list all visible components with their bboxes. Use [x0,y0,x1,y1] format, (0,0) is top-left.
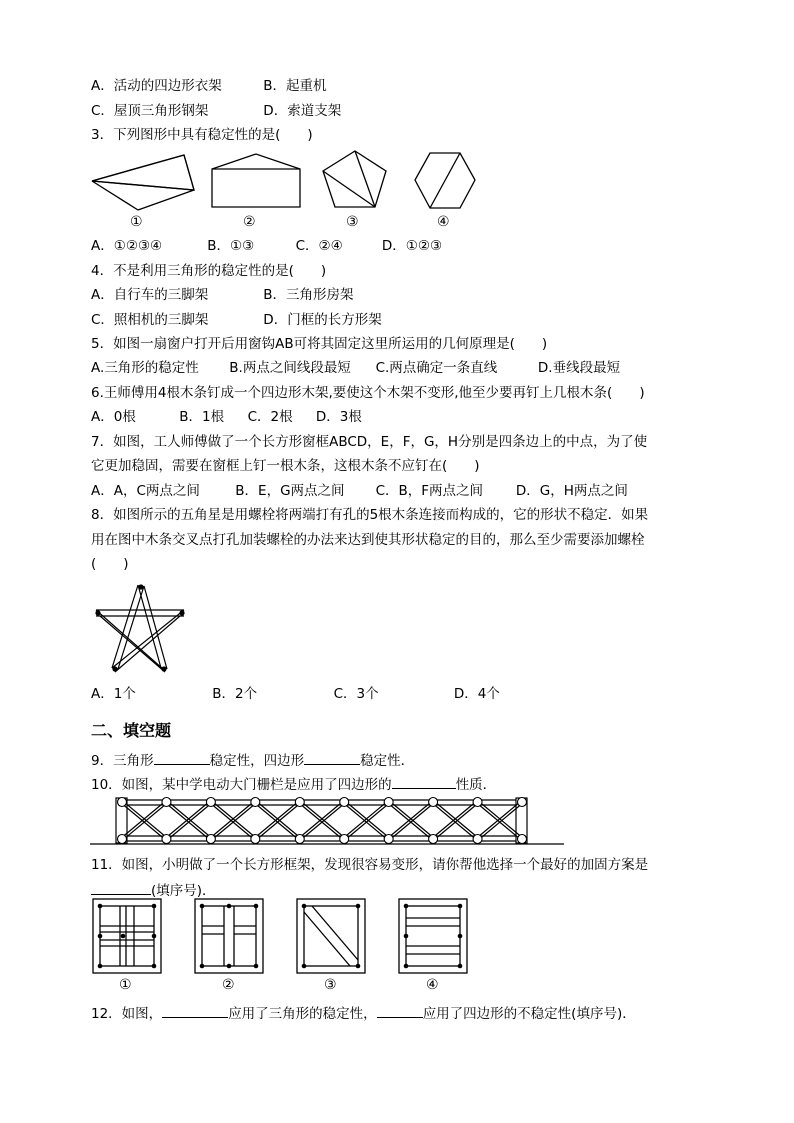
q5-option-d: D.垂线段最短 [537,360,621,376]
q8-stem-line3: ( ) [91,556,129,572]
q12-part1: 12．如图， [91,1006,163,1022]
q3-figure-1 [88,152,198,212]
q6-option-c: C．2根 [247,409,293,425]
q7-option-a: A．A，C两点之间 [91,483,200,499]
q7-option-b: B．E，G两点之间 [235,483,345,499]
q3-stem: 3．下列图形中具有稳定性的是( ) [91,127,313,143]
q6-stem: 6.王师傅用4根木条钉成一个四边形木架,要使这个木架不变形,他至少要再钉上几根木条( ) [91,385,645,401]
q5-option-b: B.两点之间线段最短 [229,360,351,376]
q2-option-a: A．活动的四边形衣架 [91,78,222,94]
q5-options [91,359,620,377]
q4-option-a: A．自行车的三脚架 [91,287,209,303]
q11-stem-line1: 11．如图，小明做了一个长方形框架，发现很容易变形，请你帮他选择一个最好的加固方案是 [91,857,649,873]
q3-fig-label-3: ③ [346,214,359,230]
q12-line [91,1003,636,1023]
q11-frame-1 [92,898,164,976]
q7-stem-line1: 7．如图，工人师傅做了一个长方形窗框ABCD，E，F，G，H分别是四条边上的中点，为了使 [91,434,648,450]
q7-options [91,482,628,500]
q8-options [91,685,500,703]
q2-options-row1 [91,77,327,95]
q11-fig-label-1: ① [119,977,132,993]
q2-options-row2 [91,102,341,120]
q12-part2: 应用了三角形的稳定性， [228,1006,377,1022]
q8-stem-line1: 8．如图所示的五角星是用螺栓将两端打有孔的5根木条连接而构成的，它的形状不稳定．如果 [91,507,649,523]
q9-part3: 稳定性． [360,753,415,769]
q10-gate-figure [88,793,568,851]
q2-option-c: C．屋顶三角形钢架 [91,103,209,119]
q3-fig-label-2: ② [243,214,256,230]
q9-blank-2[interactable] [304,750,360,765]
q4-options-row2 [91,311,382,329]
q12-part3: 应用了四边形的不稳定性(填序号)． [422,1006,636,1022]
q4-options-row1 [91,286,354,304]
q3-option-d: D．①②③ [381,238,443,254]
q11-fig-label-3: ③ [324,977,337,993]
q11-frame-3 [296,898,368,976]
q5-option-a: A.三角形的稳定性 [91,360,199,376]
q4-option-b: B．三角形房架 [263,287,354,303]
q3-option-c: C．②④ [295,238,343,254]
q9-line [91,750,414,770]
q9-part2: 稳定性，四边形 [209,753,305,769]
q8-option-c: C．3个 [333,686,379,702]
q11-stem-line2 [91,880,216,900]
q7-option-d: D．G，H两点之间 [515,483,628,499]
q2-option-d: D．索道支架 [263,103,342,119]
q4-stem: 4．不是利用三角形的稳定性的是( ) [91,263,327,279]
q10-part1: 10．如图，某中学电动大门栅栏是应用了四边形的 [91,777,392,793]
q8-stem-line2: 用在图中木条交叉点打孔加装螺栓的办法来达到使其形状稳定的目的，那么至少需要添加螺栓 [91,532,645,548]
q3-fig-label-4: ④ [437,214,450,230]
q6-options [91,408,362,426]
q3-figure-2 [210,152,302,210]
q3-figure-4 [412,151,478,211]
q10-part2: 性质． [455,777,497,793]
q9-part1: 9．三角形 [91,753,154,769]
q11-blank[interactable] [91,880,151,895]
q3-fig-label-1: ① [130,214,143,230]
q11-fig-label-4: ④ [426,977,439,993]
q8-option-b: B．2个 [212,686,258,702]
q8-option-a: A．1个 [91,686,136,702]
q11-fig-label-2: ② [222,977,235,993]
q3-figure-3 [320,149,390,211]
q6-option-b: B．1根 [179,409,225,425]
q5-stem: 5．如图一扇窗户打开后用窗钩AB可将其固定这里所运用的几何原理是( ) [91,336,548,352]
q5-option-c: C.两点确定一条直线 [375,360,498,376]
q11-frame-4 [398,898,470,976]
q7-option-c: C．B，F两点之间 [375,483,484,499]
q10-line [91,774,496,794]
q9-blank-1[interactable] [154,750,210,765]
q4-option-d: D．门框的长方形架 [263,312,382,328]
q2-option-b: B．起重机 [263,78,327,94]
section-title-fill-in: 二、填空题 [91,721,172,740]
q7-stem-line2: 它更加稳固，需要在窗框上钉一根木条，这根木条不应钉在( ) [91,458,480,474]
q10-blank[interactable] [392,774,456,789]
q3-option-b: B．①③ [207,238,255,254]
q8-option-d: D．4个 [453,686,500,702]
q11-stem-line2-text: (填序号)． [151,883,216,899]
q4-option-c: C．照相机的三脚架 [91,312,209,328]
q12-blank-2[interactable] [377,1003,423,1018]
q11-frame-2 [194,898,266,976]
q8-star-figure [92,580,192,676]
q3-option-a: A．①②③④ [91,238,163,254]
q6-option-a: A．0根 [91,409,136,425]
q6-option-d: D．3根 [315,409,362,425]
q12-blank-1[interactable] [162,1003,228,1018]
q3-options [91,237,442,255]
